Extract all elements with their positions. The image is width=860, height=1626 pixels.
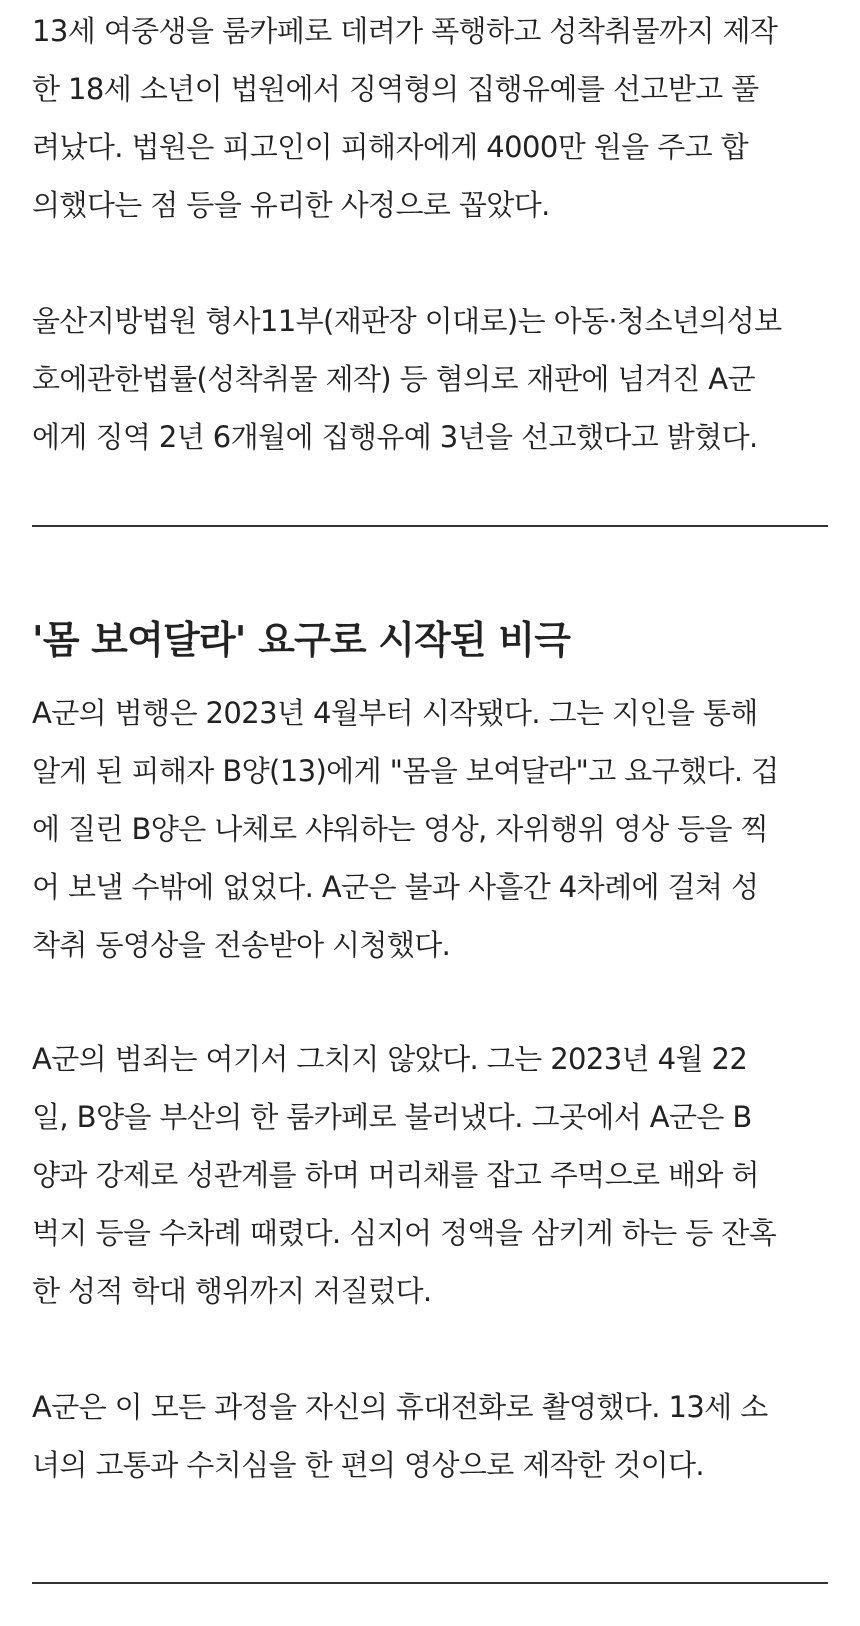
paragraph-crime-start	[32, 684, 828, 974]
text-line: 의했다는 점 등을 유리한 사정으로 꼽았다.	[32, 188, 550, 222]
section-heading: '몸 보여달라' 요구로 시작된 비극	[32, 618, 571, 662]
text-line: A군의 범죄는 여기서 그치지 않았다. 그는 2023년 4월 22	[32, 1042, 748, 1076]
text-line: A군은 이 모든 과정을 자신의 휴대전화로 촬영했다. 13세 소	[32, 1390, 768, 1424]
paragraph-verdict	[32, 292, 828, 466]
text-line: 착취 동영상을 전송받아 시청했다.	[32, 928, 451, 962]
text-line: 알게 된 피해자 B양(13)에게 "몸을 보여달라"고 요구했다. 겁	[32, 754, 779, 788]
text-line: 에 질린 B양은 나체로 샤워하는 영상, 자위행위 영상 등을 찍	[32, 812, 769, 846]
text-line: 한 성적 학대 행위까지 저질렀다.	[32, 1274, 432, 1308]
paragraph-filming	[32, 1378, 828, 1494]
text-line: 한 18세 소년이 법원에서 징역형의 집행유예를 선고받고 풀	[32, 72, 759, 106]
text-line: 에게 징역 2년 6개월에 집행유예 3년을 선고했다고 밝혔다.	[32, 420, 758, 454]
text-line: 호에관한법률(성착취물 제작) 등 혐의로 재판에 넘겨진 A군	[32, 362, 755, 396]
text-line: 어 보낼 수밖에 없었다. A군은 불과 사흘간 4차례에 걸쳐 성	[32, 870, 759, 904]
text-line: 벅지 등을 수차례 때렸다. 심지어 정액을 삼키게 하는 등 잔혹	[32, 1216, 777, 1250]
paragraph-room-cafe	[32, 1030, 828, 1320]
text-line: A군의 범행은 2023년 4월부터 시작됐다. 그는 지인을 통해	[32, 696, 758, 730]
section-divider	[32, 525, 828, 527]
text-line: 13세 여중생을 룸카페로 데려가 폭행하고 성착취물까지 제작	[32, 14, 778, 48]
text-line: 려났다. 법원은 피고인이 피해자에게 4000만 원을 주고 합	[32, 130, 749, 164]
text-line: 울산지방법원 형사11부(재판장 이대로)는 아동·청소년의성보	[32, 304, 782, 338]
text-line: 녀의 고통과 수치심을 한 편의 영상으로 제작한 것이다.	[32, 1448, 705, 1482]
text-line: 일, B양을 부산의 한 룸카페로 불러냈다. 그곳에서 A군은 B	[32, 1100, 752, 1134]
text-line: 양과 강제로 성관계를 하며 머리채를 잡고 주먹으로 배와 허	[32, 1158, 759, 1192]
paragraph-intro	[32, 2, 828, 234]
section-divider-bottom	[32, 1582, 828, 1584]
